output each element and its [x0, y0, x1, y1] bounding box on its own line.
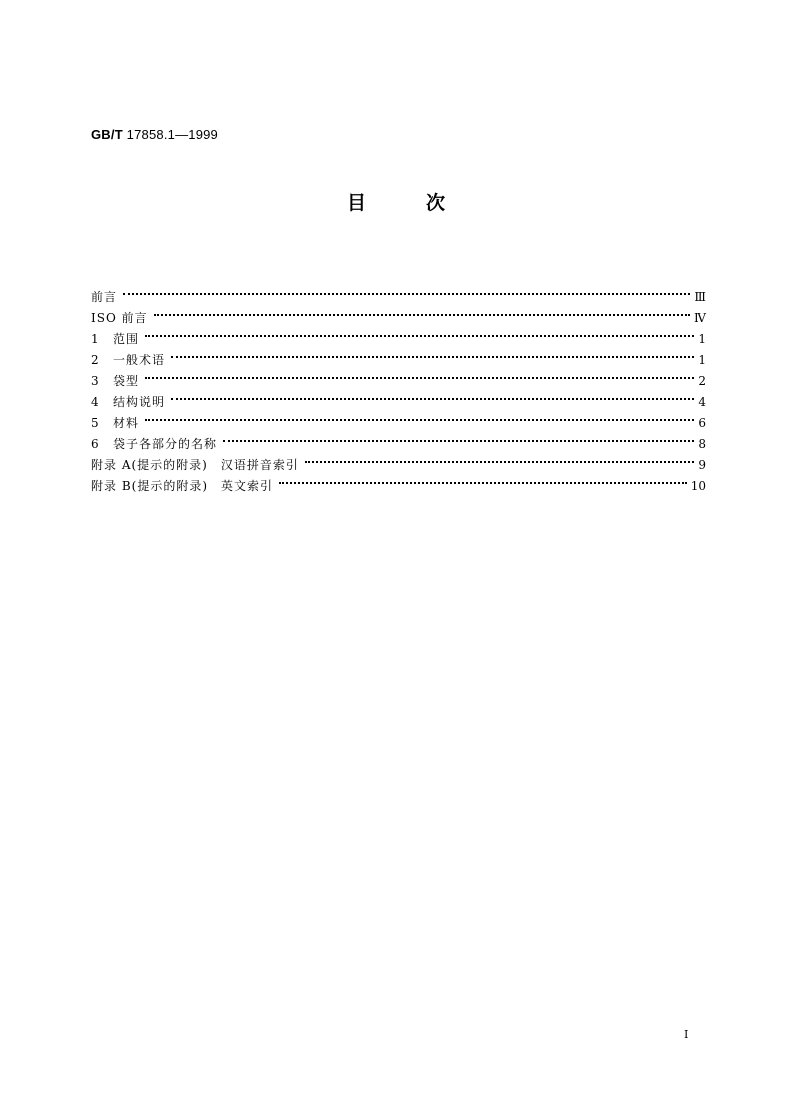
toc-entry-label: 袋子各部分的名称: [113, 437, 218, 451]
toc-leader-dots: [171, 343, 694, 364]
toc-entry-page: 9: [698, 458, 706, 472]
toc-entry-label: 结构说明: [113, 395, 166, 409]
toc-leader-dots: [154, 301, 690, 322]
page-title-part1: 目: [346, 192, 366, 214]
toc-leader-dots: [223, 427, 694, 448]
toc-entry-construction[interactable]: [91, 385, 706, 409]
toc-entry-iso-foreword[interactable]: [91, 301, 706, 325]
standard-prefix: GB/T: [91, 127, 123, 142]
toc-entry-bag-parts[interactable]: [91, 427, 706, 451]
toc-entry-label: 袋型: [113, 374, 140, 388]
toc-entry-page: 1: [698, 353, 706, 367]
toc-entry-label: ISO 前言: [91, 311, 148, 325]
toc-entry-page: 2: [698, 374, 706, 388]
toc-entry-number: 1: [91, 332, 99, 346]
toc-leader-dots: [145, 364, 694, 385]
standard-code: [91, 127, 218, 142]
toc-entry-number: 4: [91, 395, 99, 409]
toc-leader-dots: [123, 280, 690, 301]
page-number: I: [684, 1028, 689, 1041]
toc-entry-label: 前言: [91, 290, 118, 304]
toc-leader-dots: [171, 385, 694, 406]
toc-entry-label: 范围: [113, 332, 140, 346]
toc-entry-foreword[interactable]: [91, 280, 706, 304]
toc-entry-page: 6: [698, 416, 706, 430]
standard-number: 17858.1—1999: [126, 127, 218, 142]
toc-entry-page: Ⅲ: [694, 290, 706, 304]
toc-entry-scope[interactable]: [91, 322, 706, 346]
page-title-part2: 次: [426, 192, 446, 214]
toc-entry-materials[interactable]: [91, 406, 706, 430]
toc-leader-dots: [305, 448, 694, 469]
toc-entry-page: 1: [698, 332, 706, 346]
toc-entry-bag-types[interactable]: [91, 364, 706, 388]
toc-entry-number: 2: [91, 353, 99, 367]
toc-leader-dots: [145, 406, 694, 427]
toc-leader-dots: [145, 322, 694, 343]
page-title: [0, 188, 792, 215]
toc-entry-number: 3: [91, 374, 99, 388]
toc-leader-dots: [279, 469, 687, 490]
toc-entry-page: 10: [690, 479, 706, 493]
toc-entry-label: 材料: [113, 416, 140, 430]
toc-entry-number: 6: [91, 437, 99, 451]
toc-entry-page: Ⅳ: [694, 311, 706, 325]
toc-entry-label: 附录 B(提示的附录) 英文索引: [91, 479, 273, 493]
toc-entry-page: 8: [698, 437, 706, 451]
toc-entry-general-terms[interactable]: [91, 343, 706, 367]
toc-entry-label: 附录 A(提示的附录) 汉语拼音索引: [91, 458, 299, 472]
toc-entry-label: 一般术语: [113, 353, 166, 367]
toc-entry-number: 5: [91, 416, 99, 430]
table-of-contents: [91, 280, 706, 493]
toc-entry-page: 4: [698, 395, 706, 409]
